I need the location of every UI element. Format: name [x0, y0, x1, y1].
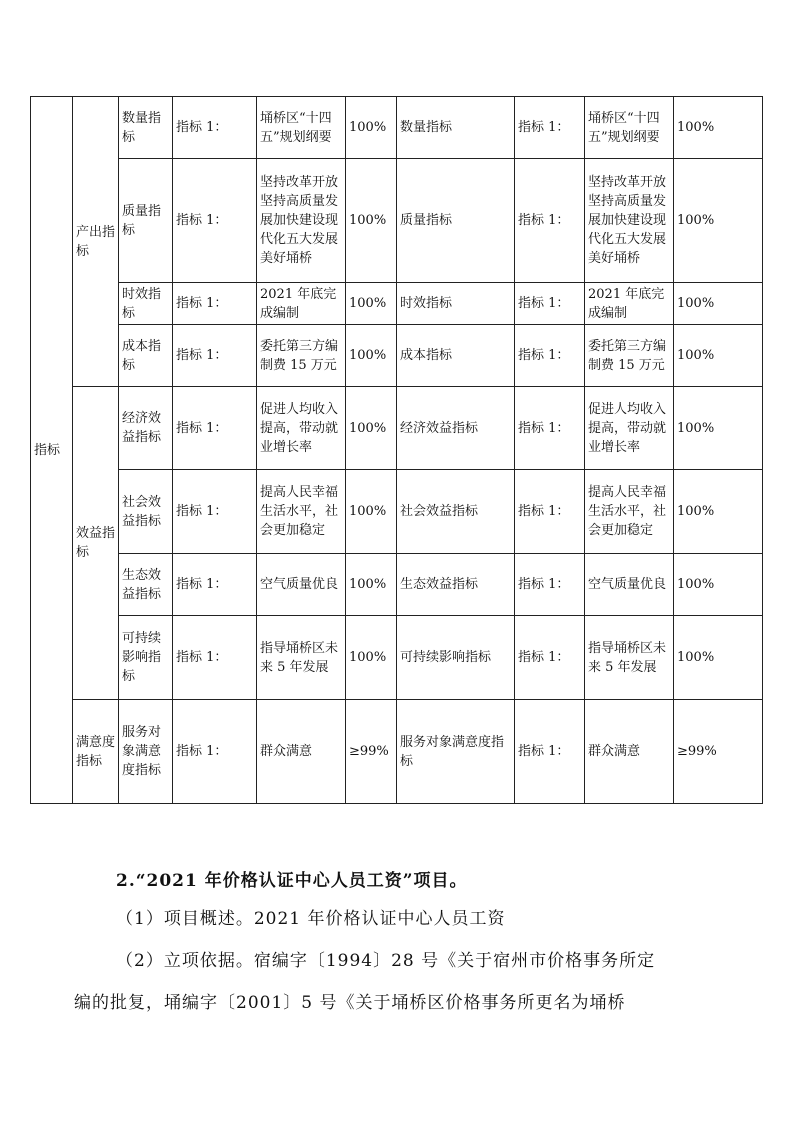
index-cell-2: 指标 1：	[515, 554, 585, 616]
metric-cell-2: 社会效益指标	[397, 470, 515, 554]
index-cell: 指标 1：	[173, 97, 257, 159]
content-cell-2: 指导埇桥区未来 5 年发展	[585, 616, 674, 700]
index-cell-2: 指标 1：	[515, 616, 585, 700]
performance-indicator-table	[30, 96, 763, 804]
metric-cell: 时效指标	[119, 283, 173, 325]
index-cell: 指标 1：	[173, 616, 257, 700]
content-cell: 埇桥区“十四五”规划纲要	[257, 97, 346, 159]
index-cell: 指标 1：	[173, 554, 257, 616]
value-cell: 100%	[346, 283, 397, 325]
indicator-category-cell: 指标	[31, 97, 73, 804]
content-cell-2: 埇桥区“十四五”规划纲要	[585, 97, 674, 159]
index-cell: 指标 1：	[173, 325, 257, 387]
paragraph-basis-continued: 编的批复，埇编字〔2001〕5 号《关于埇桥区价格事务所更名为埇桥	[74, 993, 626, 1013]
content-cell-2: 促进人均收入提高，带动就业增长率	[585, 387, 674, 470]
metric-cell-2: 可持续影响指标	[397, 616, 515, 700]
content-cell: 坚持改革开放坚持高质量发展加快建设现代化五大发展美好埇桥	[257, 159, 346, 283]
metric-cell: 生态效益指标	[119, 554, 173, 616]
content-cell: 提高人民幸福生活水平，社会更加稳定	[257, 470, 346, 554]
metric-cell-2: 服务对象满意度指标	[397, 700, 515, 804]
content-cell: 指导埇桥区未来 5 年发展	[257, 616, 346, 700]
metric-cell: 数量指标	[119, 97, 173, 159]
index-cell-2: 指标 1：	[515, 283, 585, 325]
metric-cell: 质量指标	[119, 159, 173, 283]
value-cell-2: 100%	[674, 97, 763, 159]
index-cell-2: 指标 1：	[515, 700, 585, 804]
value-cell-2: 100%	[674, 283, 763, 325]
index-cell: 指标 1：	[173, 283, 257, 325]
content-cell: 委托第三方编制费 15 万元	[257, 325, 346, 387]
content-cell-2: 群众满意	[585, 700, 674, 804]
metric-cell-2: 数量指标	[397, 97, 515, 159]
metric-cell: 经济效益指标	[119, 387, 173, 470]
value-cell-2: 100%	[674, 470, 763, 554]
group-satisfaction-cell: 满意度指标	[73, 700, 119, 804]
metric-cell: 服务对象满意度指标	[119, 700, 173, 804]
value-cell: 100%	[346, 554, 397, 616]
value-cell: 100%	[346, 97, 397, 159]
index-cell-2: 指标 1：	[515, 325, 585, 387]
value-cell: 100%	[346, 387, 397, 470]
content-cell: 2021 年底完成编制	[257, 283, 346, 325]
value-cell-2: ≥99%	[674, 700, 763, 804]
content-cell-2: 坚持改革开放坚持高质量发展加快建设现代化五大发展美好埇桥	[585, 159, 674, 283]
index-cell: 指标 1：	[173, 387, 257, 470]
paragraph-basis: （2）立项依据。宿编字〔1994〕28 号《关于宿州市价格事务所定	[116, 951, 656, 971]
content-cell: 促进人均收入提高，带动就业增长率	[257, 387, 346, 470]
index-cell: 指标 1：	[173, 700, 257, 804]
index-cell-2: 指标 1：	[515, 470, 585, 554]
metric-cell: 可持续影响指标	[119, 616, 173, 700]
value-cell: 100%	[346, 325, 397, 387]
index-cell: 指标 1：	[173, 470, 257, 554]
value-cell-2: 100%	[674, 554, 763, 616]
content-cell: 群众满意	[257, 700, 346, 804]
value-cell: 100%	[346, 470, 397, 554]
metric-cell: 成本指标	[119, 325, 173, 387]
value-cell: 100%	[346, 616, 397, 700]
metric-cell-2: 生态效益指标	[397, 554, 515, 616]
index-cell: 指标 1：	[173, 159, 257, 283]
value-cell-2: 100%	[674, 159, 763, 283]
metric-cell-2: 质量指标	[397, 159, 515, 283]
value-cell-2: 100%	[674, 387, 763, 470]
value-cell-2: 100%	[674, 616, 763, 700]
index-cell-2: 指标 1：	[515, 387, 585, 470]
value-cell: 100%	[346, 159, 397, 283]
group-output-cell: 产出指标	[73, 97, 119, 387]
section-heading: 2.“2021 年价格认证中心人员工资”项目。	[116, 871, 468, 891]
content-cell: 空气质量优良	[257, 554, 346, 616]
content-cell-2: 空气质量优良	[585, 554, 674, 616]
index-cell-2: 指标 1：	[515, 159, 585, 283]
metric-cell-2: 经济效益指标	[397, 387, 515, 470]
value-cell: ≥99%	[346, 700, 397, 804]
metric-cell-2: 时效指标	[397, 283, 515, 325]
content-cell-2: 委托第三方编制费 15 万元	[585, 325, 674, 387]
metric-cell: 社会效益指标	[119, 470, 173, 554]
value-cell-2: 100%	[674, 325, 763, 387]
paragraph-overview: （1）项目概述。2021 年价格认证中心人员工资	[116, 909, 506, 929]
group-effect-cell: 效益指标	[73, 387, 119, 700]
index-cell-2: 指标 1：	[515, 97, 585, 159]
content-cell-2: 提高人民幸福生活水平，社会更加稳定	[585, 470, 674, 554]
metric-cell-2: 成本指标	[397, 325, 515, 387]
content-cell-2: 2021 年底完成编制	[585, 283, 674, 325]
